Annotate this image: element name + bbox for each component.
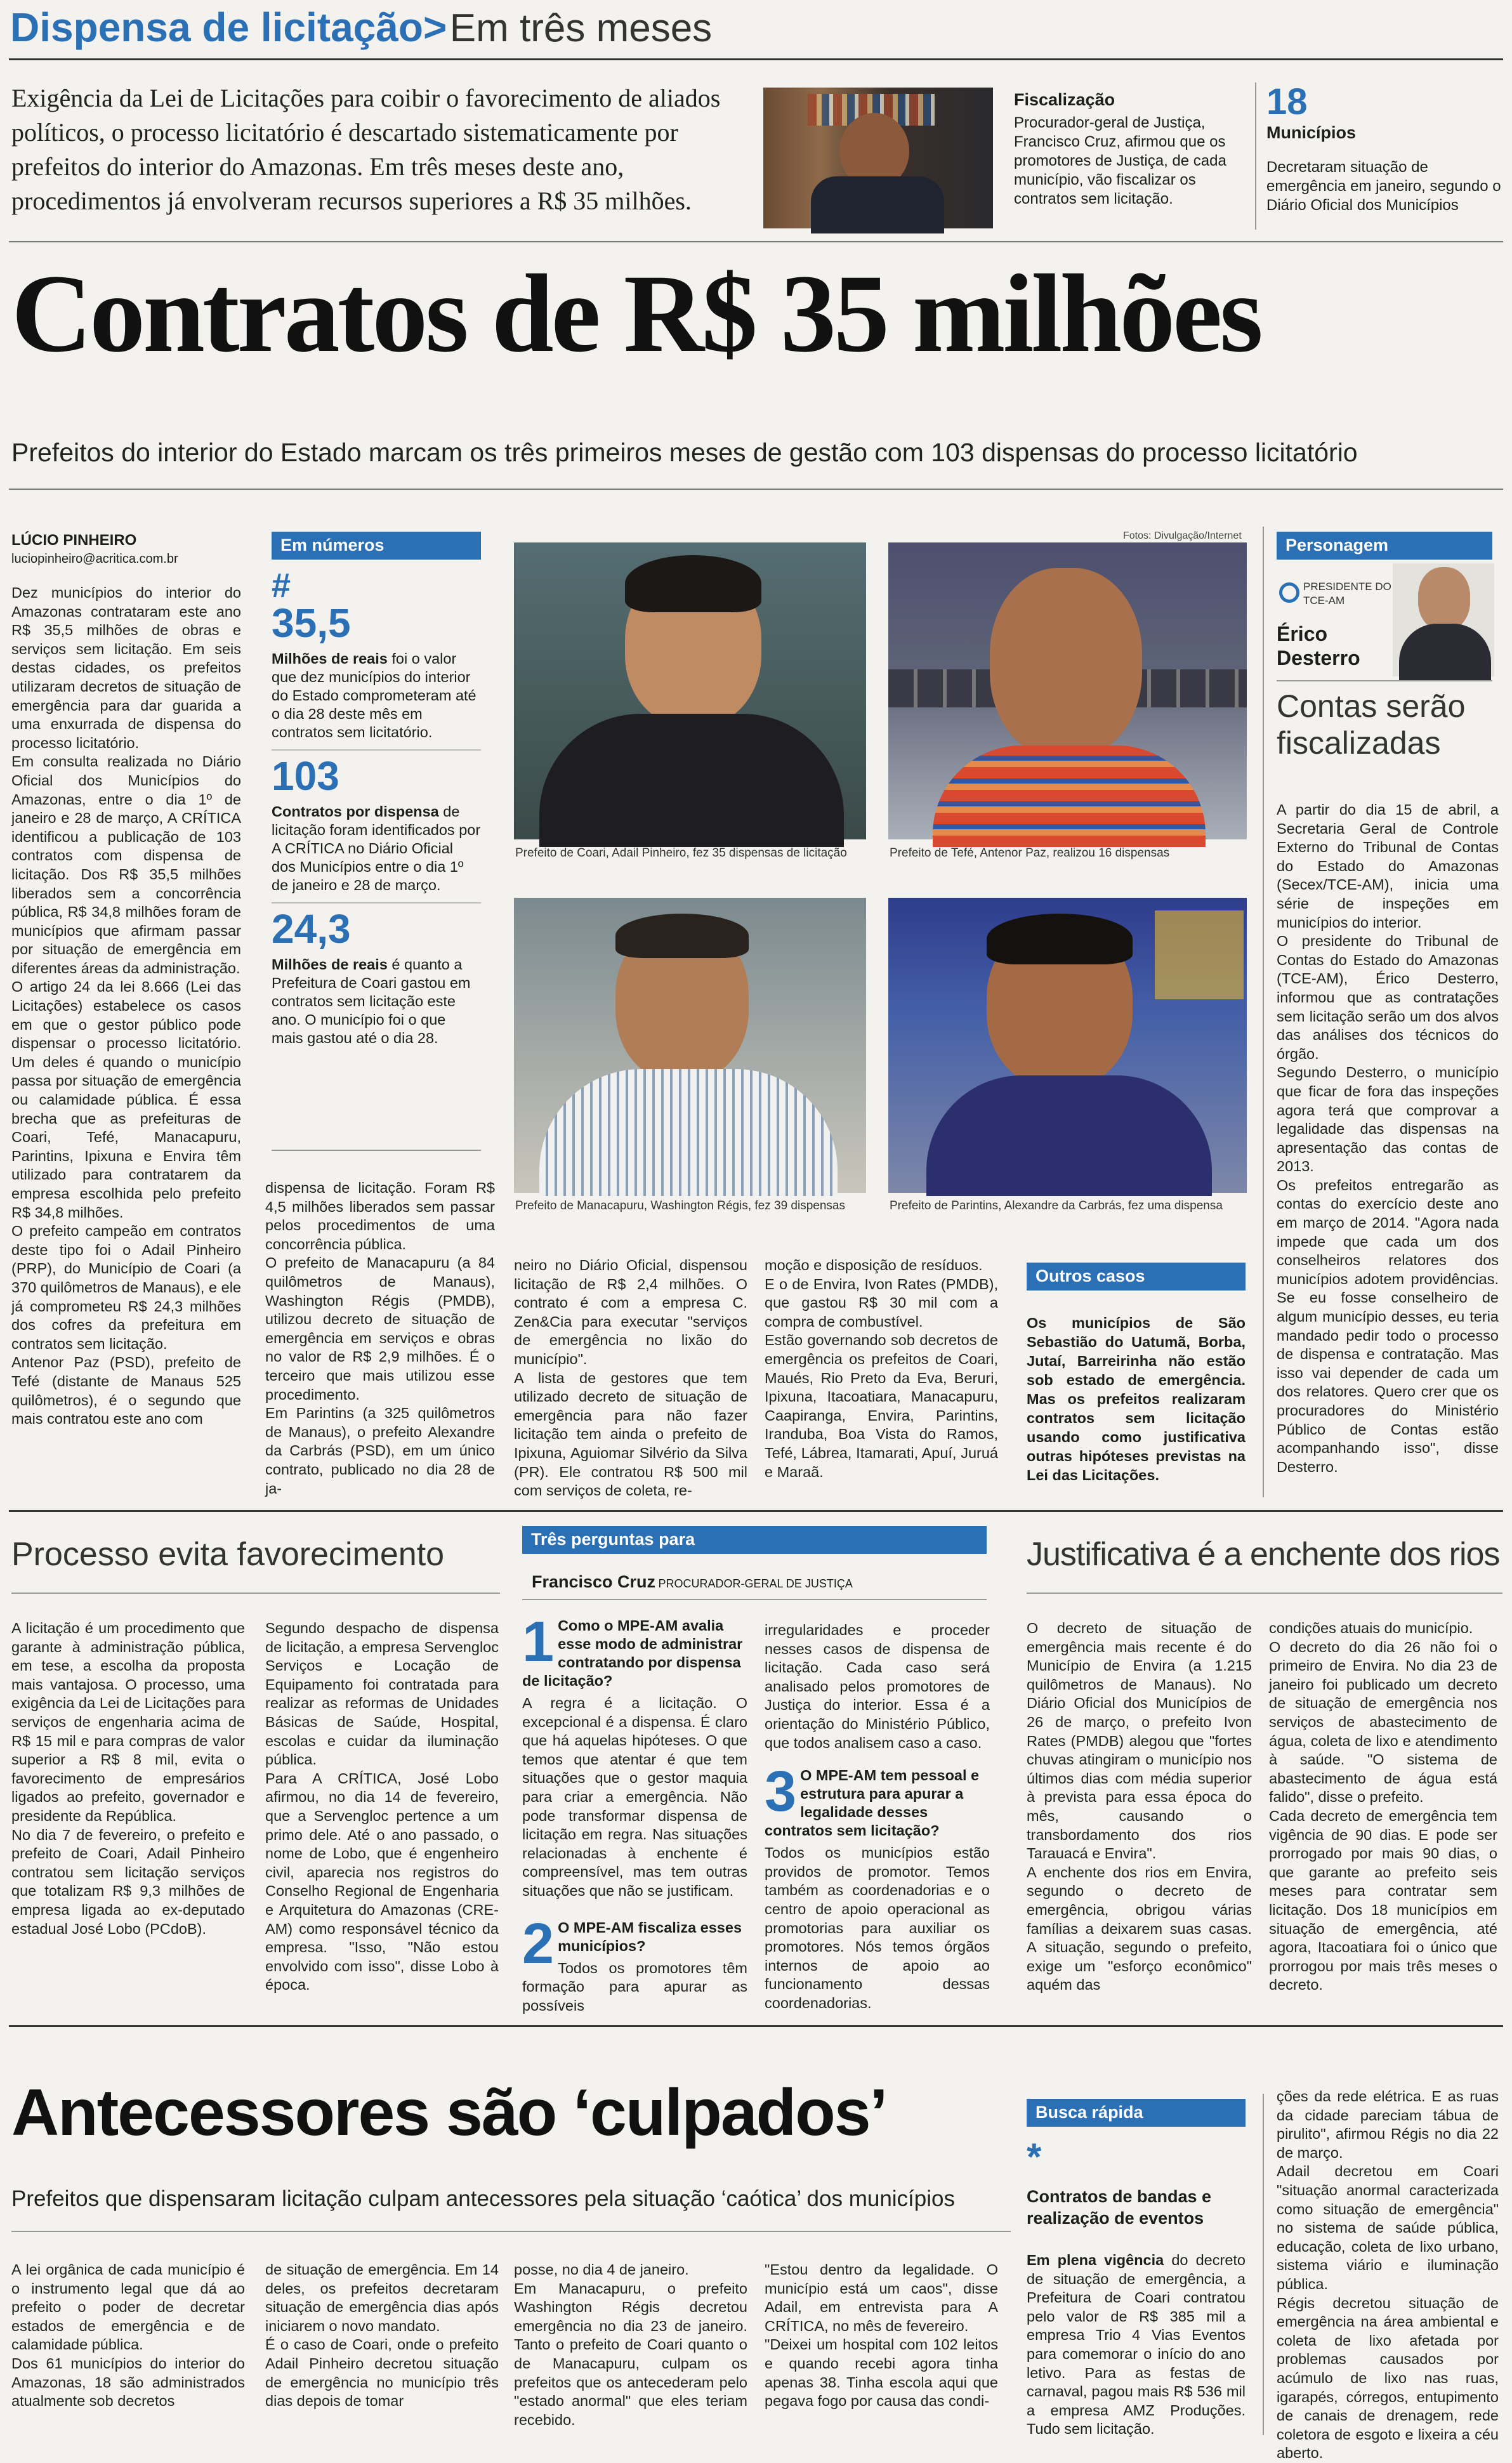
busca-rapida-body: do decreto de situação de emergência, a Prefeitura de Coari contratou pelo valor de R$ 385 mil a empresa Trio 4 Vias Eventos para comemorar o início do ano letivo. Para as festas de carnaval, pagou mais R$ 536 mil a empresa AMZ Produções. Tudo sem licitação. bbox=[1027, 2252, 1246, 2438]
question-2 bbox=[522, 1912, 747, 1976]
number-35: 35,5 bbox=[272, 600, 351, 646]
fiscalizacao-text: Procurador-geral de Justiça, Francisco Cruz, afirmou que os promotores de Justiça, de cada município, vão fiscalizar os contratos sem licitação. bbox=[1014, 114, 1226, 207]
caption-antenor: Prefeito de Tefé, Antenor Paz, realizou 16 dispensas bbox=[890, 846, 1170, 860]
shirt-shape bbox=[933, 745, 1206, 847]
photo-alexandre bbox=[888, 898, 1247, 1193]
asterisk-icon: * bbox=[1027, 2136, 1042, 2178]
rule-3 bbox=[9, 489, 1503, 490]
hair-shape bbox=[615, 914, 749, 958]
justificativa-rule bbox=[1027, 1593, 1502, 1594]
numbers-divider-2 bbox=[272, 902, 481, 903]
face-shape bbox=[990, 568, 1142, 758]
top-rule bbox=[9, 58, 1503, 60]
processo-rule bbox=[11, 1593, 500, 1594]
intro-text: Exigência da Lei de Licitações para coibir o favorecimento de aliados políticos, o processo licitatório é descartado sistematicamente por prefeitos do interior do Amazonas. Em três meses deste ano, procedimentos já envolveram recursos superiores a R$ 35 milhões. bbox=[11, 84, 721, 215]
suit-shape bbox=[811, 176, 944, 233]
question-2-text: O MPE-AM fiscaliza esses municípios? bbox=[558, 1919, 742, 1954]
byline-email: luciopinheiro@acritica.com.br bbox=[11, 552, 178, 566]
antecessores-col-5: ções da rede elétrica. E as ruas da cidade pareciam tábua de pirulito", afirmou Régis no dia 22 de março. Adail decretou em Coari "situação anormal caracterizada como situação de emergência" no sistema de saúde pública, educação, coleta de lixo urbano, sistema viário e iluminação pública. Régis decretou situação de emergência na área ambiental e coleta de lixo afetada por problemas causados por acúmulo de lixo nas ruas, igarapés, córregos, entupimento de canais de drenagem, rede coletora de esgoto e lixeira a céu aberto. bbox=[1277, 2088, 1499, 2462]
perguntas-role: PROCURADOR-GERAL DE JUSTIÇA bbox=[658, 1577, 853, 1590]
question-3-number: 3 bbox=[765, 1760, 797, 1824]
question-2-number: 2 bbox=[522, 1912, 555, 1976]
personagem-name: Érico Desterro bbox=[1277, 622, 1360, 669]
hair-shape bbox=[625, 555, 761, 612]
main-col-4: moção e disposição de resíduos. E o de Envira, Ivon Rates (PMDB), que gastou R$ 30 mil com a compra de combustível. Estão governando sob decretos de emergência os prefeitos de Coari, Maués, Rio Preto da Eva, Beruri, Ipixuna, Itacoatiara, Manacapuru, Caapiranga, Envira, Parintins, Iranduba, Boa Vista do Ramos, Tefé, Lábrea, Itamarati, Apuí, Juruá e Maraã. bbox=[765, 1257, 998, 1480]
question-1 bbox=[522, 1610, 747, 1690]
em-numeros-box bbox=[272, 568, 481, 1048]
number-35-bold: Milhões de reais bbox=[272, 650, 388, 667]
suit-shape bbox=[1399, 624, 1491, 681]
processo-title: Processo evita favorecimento bbox=[11, 1536, 445, 1573]
main-subhead: Prefeitos do interior do Estado marcam os três primeiros meses de gestão com 103 dispensas do processo licitatório bbox=[11, 438, 1358, 467]
main-headline: Contratos de R$ 35 milhões bbox=[11, 252, 1261, 376]
section-kicker bbox=[10, 4, 1019, 55]
caption-adail: Prefeito de Coari, Adail Pinheiro, fez 35 dispensas de licitação bbox=[515, 846, 847, 860]
kicker-sub: Em três meses bbox=[449, 6, 713, 50]
question-3-text: O MPE-AM tem pessoal e estrutura para apurar a legalidade desses contratos sem licitação? bbox=[765, 1767, 980, 1839]
perguntas-name: Francisco Cruz bbox=[532, 1572, 656, 1591]
shirt-shape bbox=[539, 1069, 838, 1196]
processo-col-1: A licitação é um procedimento que garante à administração pública, em tese, a escolha da proposta mais vantajosa. O processo, uma exigência da Lei de Licitações para serviços de engenharia acima de R$ 15 mil e para compras de valor superior a R$ 8 mil, evita o favorecimento de empresários ligados ao prefeito, governador e presidente da República. No dia 7 de fevereiro, o prefeito e prefeito de Coari, Adail Pinheiro contratou sem licitação serviços que totalizam R$ 9,3 milhões de empresa ligada ao ex-deputado estadual José Lobo (PCdoB). bbox=[11, 1620, 245, 1937]
number-103-text: de licitação foram identificados por A CRÍTICA no Diário Oficial dos Municípios entre o dia 1º de janeiro e 28 de março. bbox=[272, 803, 481, 893]
number-103-bold: Contratos por dispensa bbox=[272, 803, 439, 820]
antecessores-col-1: A lei orgânica de cada município é o instrumento legal que dá ao prefeito o poder de decretar estados de emergência e de calamidade pública. Dos 61 municípios do interior do Amazonas, 18 são administrados atualmente sob decretos bbox=[11, 2261, 245, 2410]
number-103-desc bbox=[272, 803, 481, 895]
number-24: 24,3 bbox=[272, 906, 351, 952]
municipios-title: Municípios bbox=[1266, 123, 1356, 142]
municipios-number: 18 bbox=[1266, 81, 1308, 122]
perguntas-col-1 bbox=[522, 1610, 747, 2015]
rule-5 bbox=[9, 2025, 1503, 2027]
personagem-divider bbox=[1263, 527, 1264, 1497]
personagem-rule bbox=[1277, 680, 1492, 681]
number-24-text: é quanto a Prefeitura de Coari gastou em contratos sem licitação este ano. O município foi o que mais gastou até o dia 28. bbox=[272, 956, 471, 1046]
fiscalizacao-title: Fiscalização bbox=[1014, 90, 1115, 109]
hair-shape bbox=[987, 914, 1133, 964]
kicker-label: Dispensa de licitação> bbox=[10, 4, 447, 50]
outros-casos-text: Os municípios de São Sebastião do Uatumã, Borba, Jutaí, Barreirinha não estão sob estado de emergência. Mas os prefeitos realizaram contratos sem licitação usando como justificativa outras hipóteses previstas na Lei das Licitações. bbox=[1027, 1315, 1246, 1483]
background-decor bbox=[1155, 910, 1244, 999]
number-103: 103 bbox=[272, 753, 339, 799]
main-col-2: dispensa de licitação. Foram R$ 4,5 milhões liberados sem passar pelos procedimentos de uma concorrência pública. O prefeito de Manacapuru (a 84 quilômetros de Manaus), Washington Régis (PMDB), utilizou decreto de situação de emergência em serviços e obras no valor de R$ 2,9 milhões. É o terceiro que mais utilizou esse procedimento. Em Parintins (a 325 quilômetros de Manaus), o prefeito Alexandre da Carbrás (PSD), em um único contrato, publicado no dia 28 de ja- bbox=[265, 1179, 495, 1497]
antecessores-subhead: Prefeitos que dispensaram licitação culpam antecessores pela situação ‘caótica’ dos municípios bbox=[11, 2186, 955, 2211]
numbers-divider-1 bbox=[272, 749, 481, 751]
antecessores-col-2: de situação de emergência. Em 14 deles, os prefeitos decretaram situação de emergência dias após iniciarem o novo mandato. É o caso de Coari, onde o prefeito Adail Pinheiro decretou situação de emergência no município três dias depois de tomar bbox=[265, 2261, 499, 2410]
question-1-number: 1 bbox=[522, 1610, 555, 1674]
main-col-1: Dez municípios do interior do Amazonas contrataram este ano R$ 35,5 milhões de obras e serviços sem licitação. Em seis destas cidades, os prefeitos utilizaram decretos de situação de emergência para dar guarida a uma enxurrada de dispensa do processo licitatório. Em consulta realizada no Diário Oficial dos Municípios do Amazonas, entre o dia 1º de janeiro e 28 de março, A CRÍTICA identificou a publicação de 103 contratos com dispensa de licitação. Dos R$ 35,5 milhões liberados sem a concorrência pública, R$ 34,8 milhões foram de municípios que afirmam passar por situação de emergência em diferentes áreas da administração. O artigo 24 da lei 8.666 (Lei das Licitações) estabelece os casos em que o gestor público pode dispensar o processo licitatório. Um deles é quando o município passa por situação de emergência ou calamidade pública. É essa brecha que as prefeituras de Coari, Tefé, Manacapuru, Parintins, Ipixuna e Envira têm utilizado para contratarem da empresa escolhida pelo prefeito R$ 34,8 milhões. O prefeito campeão em contratos deste tipo foi o Adail Pinheiro (PRP), do Município de Coari (a 370 quilômetros de Manaus), e ele já comprometeu R$ 24,3 milhões dos cofres da prefeitura em contratos sem licitação. Antenor Paz (PSD), prefeito de Tefé (distante de Manaus 525 quilômetros), é o segundo que mais contratou este ano com bbox=[11, 584, 241, 1428]
header-divider bbox=[1255, 82, 1256, 230]
hash-icon: # bbox=[272, 567, 291, 605]
face-shape bbox=[1418, 567, 1470, 631]
personagem-text: A partir do dia 15 de abril, a Secretaria Geral de Controle Externo do Tribunal de Contas do Estado do Amazonas (Secex/TCE-AM), inicia uma série de inspeções em municípios do interior. O presidente do Tribunal de Contas do Estado do Amazonas (TCE-AM), Érico Desterro, informou que as contratações sem licitação serão um dos alvos das análises dos técnicos do órgão. Segundo Desterro, o município que ficar de fora das inspeções agora terá que comprovar a legalidade das dispensas na apresentação das contas de 2013. Os prefeitos entregarão as contas do exercício deste ano em março de 2014. "Agora nada impede que cada um dos conselheiros relatores dos municípios adotem providências. Se eu fosse conselheiro de algum município desses, eu teria mandado pedir todo o processo de dispensa e contratação. Mas isso vai depender de cada um dos relatores. Quero crer que os procuradores do Ministério Público de Contas estão acompanhando isso", disse Desterro. bbox=[1277, 801, 1499, 1475]
number-24-bold: Milhões de reais bbox=[272, 956, 388, 973]
photo-credit: Fotos: Divulgação/Internet bbox=[1123, 530, 1242, 541]
justificativa-title: Justificativa é a enchente dos rios bbox=[1027, 1536, 1500, 1573]
outros-casos-header: Outros casos bbox=[1027, 1263, 1246, 1291]
byline: LÚCIO PINHEIRO bbox=[11, 532, 137, 549]
justificativa-col-2: condições atuais do município. O decreto do dia 26 não foi o primeiro de Envira. No dia 23 de janeiro foi publicado um decreto de situação de emergência nos serviços de abastecimento de água, coleta de lixo e atendimento à saúde. "O sistema de abastecimento de água está falido", disse o prefeito. Cada decreto de emergência tem vigência de 90 dias. E pode ser prorrogado por mais 90 dias, o que garante ao prefeito seis meses para contratar sem licitação. Dos 18 municípios em situação de emergência, até agora, Itacoatiara foi o único que prorrogou por mais três meses o decreto. bbox=[1269, 1620, 1497, 1993]
question-1-text: Como o MPE-AM avalia esse modo de administrar contratando por dispensa de licitação? bbox=[522, 1617, 743, 1689]
municipios-text: Decretaram situação de emergência em janeiro, segundo o Diário Oficial dos Municípios bbox=[1266, 159, 1501, 214]
answer-3: Todos os municípios estão providos de promotor. Temos também as coordenadorias e o centro de apoio operacional as promotorias para auxiliar os promotores. Nós temos órgãos internos de apoio ao funcionamento dessas coordenadorias. bbox=[765, 1844, 990, 2011]
em-numeros-header: Em números bbox=[272, 532, 481, 560]
antecessores-col-4: "Estou dentro da legalidade. O município está um caos", disse Adail, em entrevista para A CRÍTICA, no mês de fevereiro. "Deixei um hospital com 102 leitos e quando recebi agora tinha apenas 38. Tinha escola aqui que pegava fogo por causa das condi- bbox=[765, 2261, 998, 2410]
perguntas-col-2 bbox=[765, 1621, 990, 2013]
busca-rapida-header: Busca rápida bbox=[1027, 2099, 1246, 2127]
processo-col-2: Segundo despacho de dispensa de licitação, a empresa Servengloc Serviços e Locação de Equipamento foi contratada para realizar as reformas de Unidades Básicas de Saúde, Hospital, escolas e cuidar da iluminação pública. Para A CRÍTICA, José Lobo afirmou, no dia 14 de fevereiro, que a Servengloc pertence a um primo dele. Até o ano passado, o nome de Lobo, que é engenheiro civil, aparecia nos registros do Conselho Regional de Engenharia e Arquitetura do Amazonas (CRE-AM) como responsável técnico da empresa. "Isso, "Não estou envolvido com isso", disse Lobo à época. bbox=[265, 1620, 499, 1993]
busca-rapida-head: Contratos de bandas e realização de eventos bbox=[1027, 2187, 1212, 2228]
perguntas-person bbox=[532, 1572, 989, 1592]
justificativa-col-1: O decreto de situação de emergência mais recente é do Município de Envira (a 1.215 quilômetros de Manaus). No Diário Oficial dos Municípios de 26 de março, o prefeito Ivon Rates (PMDB) alegou que "fortes chuvas atingiram o município nos últimos dias com média superior à prevista para essa época do mês, causando o transbordamento dos rios Tarauacá e Envira". A enchente dos rios em Envira, segundo o decreto de emergência, obrigou várias famílias a deixarem suas casas. A situação, segundo o prefeito, exige um "esforço econômico" aquém das bbox=[1027, 1620, 1252, 1993]
busca-rapida-bold: Em plena vigência bbox=[1027, 2252, 1164, 2268]
rule-2 bbox=[9, 241, 1503, 242]
number-35-text: foi o valor que dez municípios do interior do Estado comprometeram até o dia 28 deste mês em contratos sem licitatório. bbox=[272, 650, 477, 740]
antecessores-headline: Antecessores são ‘culpados’ bbox=[11, 2076, 887, 2150]
perguntas-rule bbox=[522, 1599, 987, 1600]
suit-shape bbox=[539, 714, 844, 847]
answer-2: Todos os promotores têm formação para apurar as possíveis bbox=[522, 1959, 747, 2014]
shirt-shape bbox=[926, 1075, 1212, 1196]
antecessores-col-3: posse, no dia 4 de janeiro. Em Manacapuru, o prefeito Washington Régis decretou emergência no dia 23 de janeiro. Tanto o prefeito de Coari quanto o de Manacapuru, culpam os prefeitos que os antecederam pelo "estado anormal" que eles teriam recebido. bbox=[514, 2261, 747, 2428]
caption-washington: Prefeito de Manacapuru, Washington Régis, fez 39 dispensas bbox=[515, 1199, 845, 1212]
fiscalizacao-box bbox=[1014, 90, 1255, 209]
busca-rapida-text bbox=[1027, 2251, 1246, 2438]
photo-washington bbox=[514, 898, 866, 1193]
answer-2-continued: irregularidades e proceder nesses casos de dispensa de licitação. Cada caso será analisado pelos promotores de Justiça do interior. Essa é a orientação do Ministério Público, que todos analisem caso a caso. bbox=[765, 1622, 990, 1751]
caption-alexandre: Prefeito de Parintins, Alexandre da Carbrás, fez uma dispensa bbox=[890, 1199, 1223, 1212]
antecessores-divider bbox=[1263, 2094, 1264, 2435]
numbers-bottom-rule bbox=[272, 1150, 481, 1151]
personagem-headline: Contas serão fiscalizadas bbox=[1277, 688, 1466, 761]
photo-adail bbox=[514, 542, 866, 839]
answer-1: A regra é a licitação. O excepcional é a dispensa. É claro que há aquelas hipóteses. O que temos que atentar é que tem situações que o gestor maquia para criar a emergência. Não pode transformar dispensa de licitação em regra. Nas situações relacionadas à enchente é compreensível, mas tem outras situações que não se justificam. bbox=[522, 1695, 747, 1899]
number-24-desc bbox=[272, 956, 481, 1048]
main-col-3: neiro no Diário Oficial, dispensou licitação de R$ 2,4 milhões. O contrato é com a empresa C. Zen&Cia para executar "serviços de emergência no lixão do município". A lista de gestores que tem utilizado decreto de situação de emergência para não fazer licitação tem ainda o prefeito de Ipixuna, Aguiomar Silvério da Silva (PR). Ele contratou R$ 500 mil com serviços de coleta, re- bbox=[514, 1257, 747, 1499]
antecessores-rule bbox=[11, 2231, 1011, 2232]
perguntas-header: Três perguntas para bbox=[522, 1526, 987, 1554]
number-35-desc bbox=[272, 650, 481, 742]
question-3 bbox=[765, 1760, 990, 1840]
personagem-header: Personagem bbox=[1277, 532, 1492, 560]
francisco-cruz-photo bbox=[763, 88, 993, 228]
photo-antenor bbox=[888, 542, 1247, 839]
personagem-role: PRESIDENTE DO TCE-AM bbox=[1303, 581, 1391, 607]
erico-desterro-photo bbox=[1393, 563, 1494, 676]
rule-4 bbox=[9, 1510, 1503, 1512]
municipios-box bbox=[1266, 81, 1501, 215]
bullet-icon bbox=[1279, 582, 1299, 603]
